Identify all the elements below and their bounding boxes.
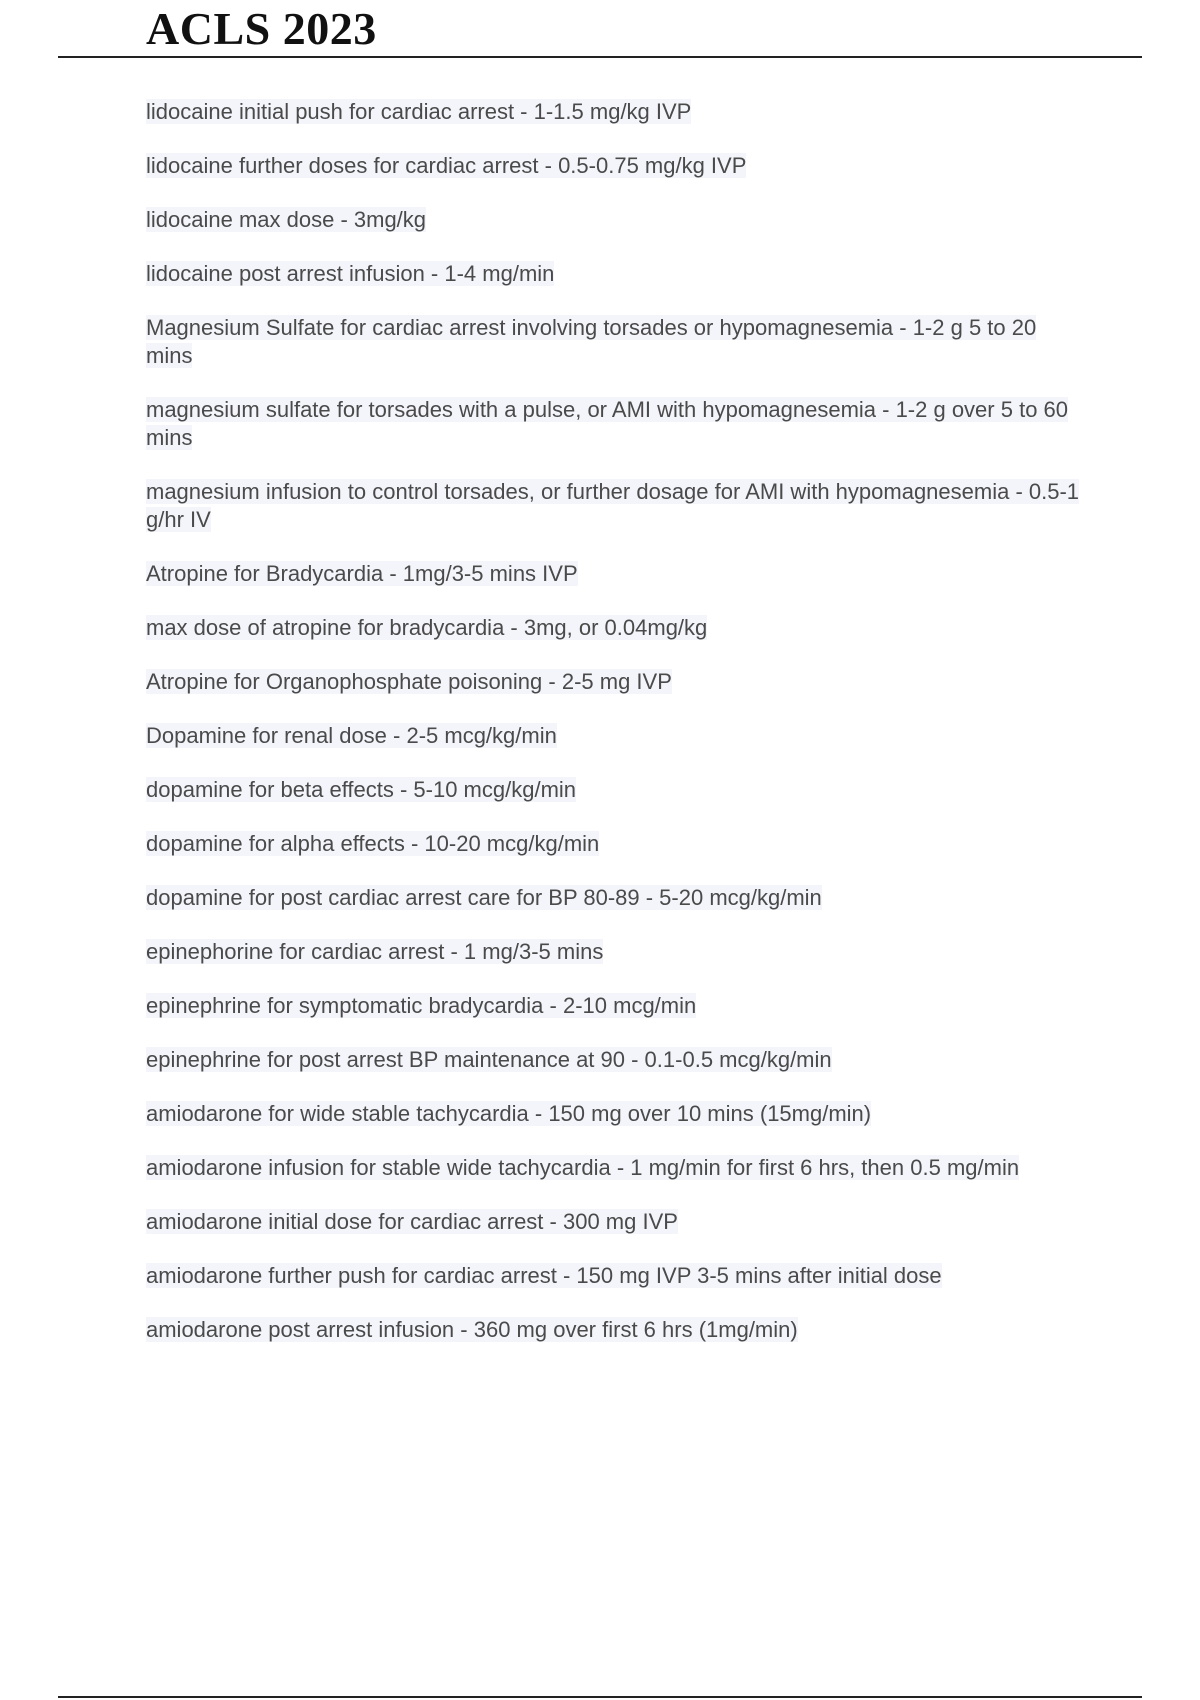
entry-text: lidocaine post arrest infusion - 1-4 mg/min <box>146 261 555 286</box>
entry-text: Dopamine for renal dose - 2-5 mcg/kg/min <box>146 723 557 748</box>
list-item <box>146 668 1086 696</box>
list-item <box>146 314 1086 370</box>
list-item <box>146 992 1086 1020</box>
entry-text: lidocaine further doses for cardiac arrest - 0.5-0.75 mg/kg IVP <box>146 153 747 178</box>
list-item <box>146 884 1086 912</box>
page-title: ACLS 2023 <box>146 3 377 54</box>
entry-text: epinephrine for post arrest BP maintenance at 90 - 0.1-0.5 mcg/kg/min <box>146 1047 832 1072</box>
footer-divider <box>58 1696 1142 1698</box>
entry-text: Atropine for Organophosphate poisoning - 2-5 mg IVP <box>146 669 672 694</box>
entry-text: magnesium sulfate for torsades with a pulse, or AMI with hypomagnesemia - 1-2 g over 5 to 60 mins <box>146 397 1069 450</box>
entry-text: amiodarone for wide stable tachycardia - 150 mg over 10 mins (15mg/min) <box>146 1101 872 1126</box>
list-item <box>146 260 1086 288</box>
entry-text: epinephrine for symptomatic bradycardia - 2-10 mcg/min <box>146 993 697 1018</box>
list-item <box>146 1100 1086 1128</box>
entry-text: amiodarone initial dose for cardiac arrest - 300 mg IVP <box>146 1209 678 1234</box>
flashcard-list <box>146 98 1086 1370</box>
list-item <box>146 830 1086 858</box>
entry-text: max dose of atropine for bradycardia - 3mg, or 0.04mg/kg <box>146 615 708 640</box>
list-item <box>146 1262 1086 1290</box>
entry-text: amiodarone post arrest infusion - 360 mg over first 6 hrs (1mg/min) <box>146 1317 798 1342</box>
list-item <box>146 152 1086 180</box>
list-item <box>146 776 1086 804</box>
entry-text: dopamine for post cardiac arrest care for BP 80-89 - 5-20 mcg/kg/min <box>146 885 822 910</box>
entry-text: magnesium infusion to control torsades, or further dosage for AMI with hypomagnesemia - 0.5-1 g/hr IV <box>146 479 1080 532</box>
list-item <box>146 1046 1086 1074</box>
entry-text: amiodarone further push for cardiac arrest - 150 mg IVP 3-5 mins after initial dose <box>146 1263 942 1288</box>
list-item <box>146 560 1086 588</box>
entry-text: amiodarone infusion for stable wide tachycardia - 1 mg/min for first 6 hrs, then 0.5 mg/min <box>146 1155 1020 1180</box>
list-item <box>146 938 1086 966</box>
entry-text: dopamine for beta effects - 5-10 mcg/kg/min <box>146 777 577 802</box>
list-item <box>146 1208 1086 1236</box>
list-item <box>146 722 1086 750</box>
list-item <box>146 1154 1086 1182</box>
list-item <box>146 396 1086 452</box>
list-item <box>146 614 1086 642</box>
list-item <box>146 478 1086 534</box>
list-item <box>146 1316 1086 1344</box>
header-divider <box>58 56 1142 58</box>
entry-text: Atropine for Bradycardia - 1mg/3-5 mins IVP <box>146 561 578 586</box>
entry-text: lidocaine max dose - 3mg/kg <box>146 207 427 232</box>
list-item <box>146 98 1086 126</box>
entry-text: Magnesium Sulfate for cardiac arrest involving torsades or hypomagnesemia - 1-2 g 5 to 20 mins <box>146 315 1037 368</box>
list-item <box>146 206 1086 234</box>
entry-text: epinephorine for cardiac arrest - 1 mg/3-5 mins <box>146 939 604 964</box>
entry-text: dopamine for alpha effects - 10-20 mcg/kg/min <box>146 831 600 856</box>
entry-text: lidocaine initial push for cardiac arrest - 1-1.5 mg/kg IVP <box>146 99 692 124</box>
